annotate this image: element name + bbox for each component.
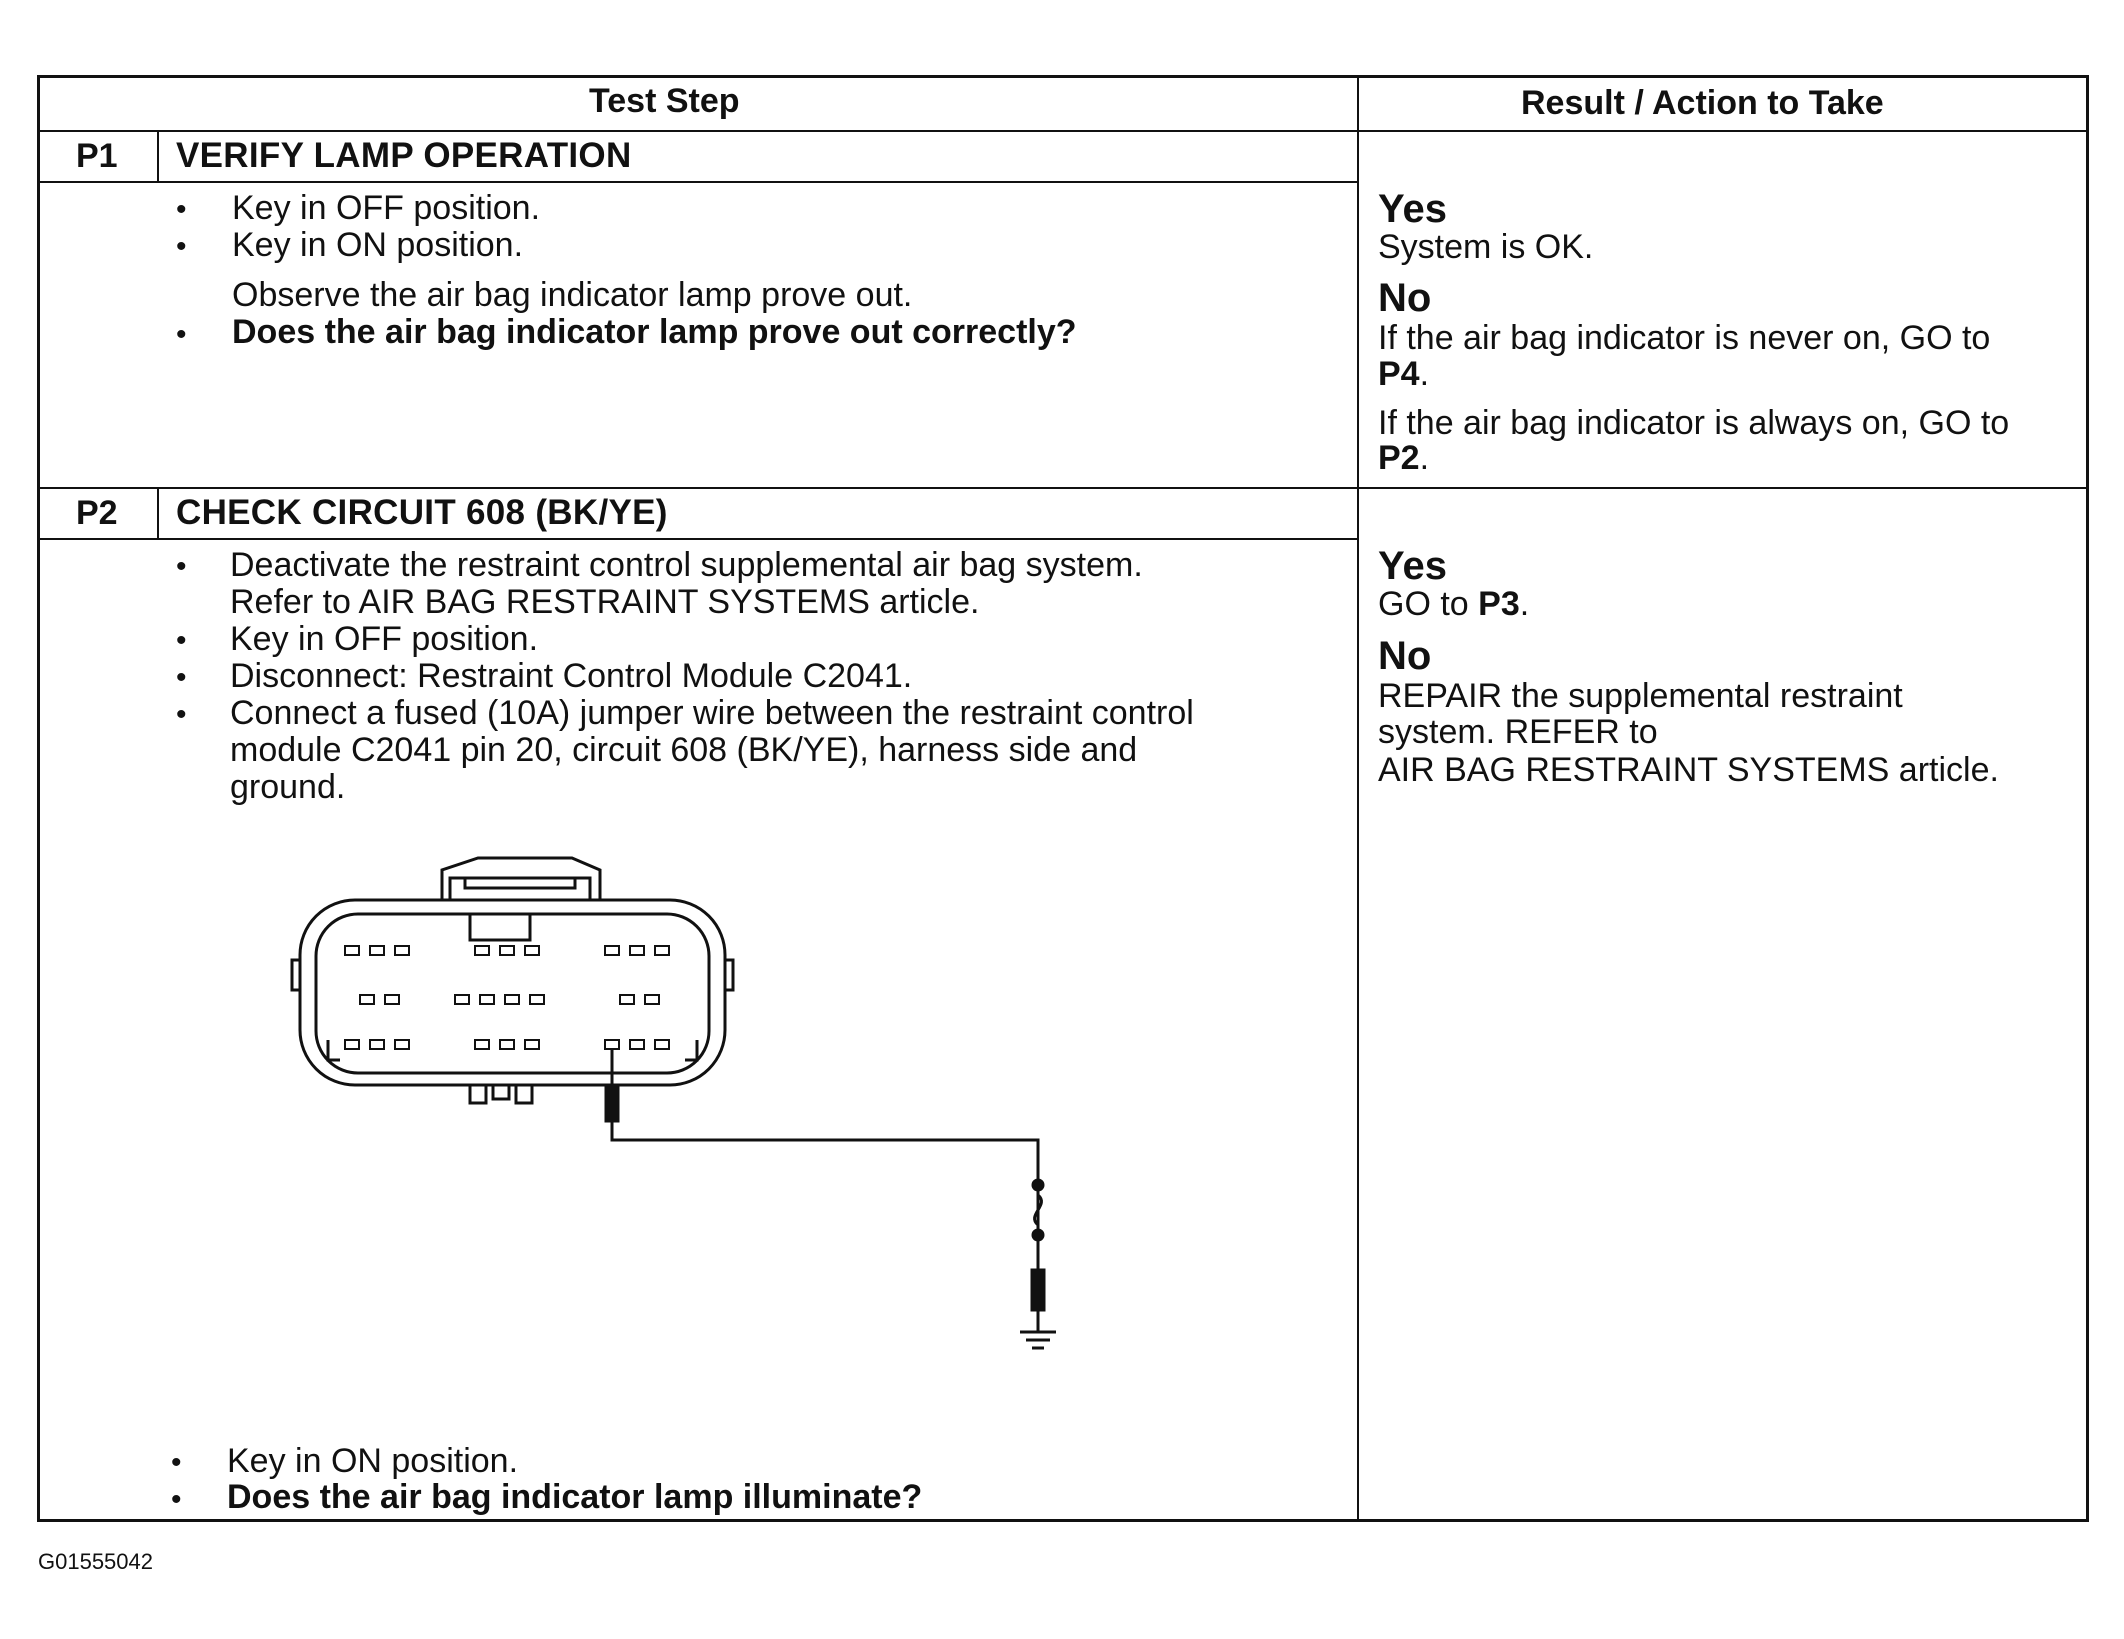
jumper-wire	[606, 1050, 1044, 1332]
bullet-dot: •	[176, 550, 187, 583]
p2-id-divider	[157, 487, 159, 540]
p2-no-line-1: REPAIR the supplemental restraint	[1378, 677, 1903, 715]
connector-c2041	[292, 858, 733, 1103]
p2-bullet-4-line-3: ground.	[230, 768, 346, 806]
bullet-dot: •	[171, 1483, 182, 1516]
p1-yes-label: Yes	[1378, 187, 1447, 231]
bullet-dot: •	[176, 624, 187, 657]
p2-bullet-4-line-1: Connect a fused (10A) jumper wire between the restraint control	[230, 694, 1194, 732]
connector-pins	[345, 946, 669, 1049]
step-ref: P2	[1378, 439, 1420, 477]
bullet-dot: •	[176, 193, 187, 226]
p2-bullet-4-line-2: module C2041 pin 20, circuit 608 (BK/YE), harness side and	[230, 731, 1138, 769]
ground-symbol	[1020, 1332, 1056, 1348]
p1-no-line-1: If the air bag indicator is never on, GO to	[1378, 319, 1991, 357]
p1-p2-separator	[37, 487, 2089, 489]
header-divider-right	[1357, 130, 2089, 132]
p1-bullet-2: Key in ON position.	[232, 226, 524, 264]
step-title-p2: CHECK CIRCUIT 608 (BK/YE)	[176, 493, 668, 532]
p1-no-line-2: If the air bag indicator is always on, GO to	[1378, 404, 2010, 442]
column-divider	[1357, 75, 1359, 1522]
header-test-step: Test Step	[589, 82, 740, 120]
figure-code: G01555042	[38, 1549, 153, 1574]
p2-after-bullet-1: Key in ON position.	[227, 1442, 519, 1480]
p1-bullet-1: Key in OFF position.	[232, 189, 541, 227]
connector-jumper-diagram	[280, 840, 1080, 1400]
punctuation: .	[1519, 585, 1530, 623]
p1-yes-text: System is OK.	[1378, 228, 1594, 266]
step-ref: P4	[1378, 355, 1420, 393]
p2-title-underline	[37, 538, 1359, 540]
p2-no-line-3: AIR BAG RESTRAINT SYSTEMS article.	[1378, 751, 1999, 789]
p2-bullet-1-line-1: Deactivate the restraint control supplemental air bag system.	[230, 546, 1143, 584]
p2-yes-label: Yes	[1378, 544, 1447, 588]
p1-no-line-1-ref	[1378, 356, 1429, 393]
bullet-dot: •	[171, 1446, 182, 1479]
table-border-left	[37, 75, 40, 1522]
step-id-p2: P2	[76, 494, 118, 532]
p1-note: Observe the air bag indicator lamp prove out.	[232, 276, 913, 314]
p2-question: Does the air bag indicator lamp illuminate?	[227, 1478, 923, 1516]
p1-no-line-2-ref	[1378, 440, 1429, 477]
bullet-dot: •	[176, 318, 187, 351]
step-id-p1: P1	[76, 137, 118, 175]
yes-prefix: GO to	[1378, 585, 1479, 623]
header-result-action: Result / Action to Take	[1521, 84, 1884, 122]
p2-bullet-3: Disconnect: Restraint Control Module C2041.	[230, 657, 913, 695]
p1-question: Does the air bag indicator lamp prove out correctly?	[232, 313, 1077, 351]
p2-bullet-1-line-2: Refer to AIR BAG RESTRAINT SYSTEMS article.	[230, 583, 980, 621]
p2-no-label: No	[1378, 634, 1432, 678]
p1-id-divider	[157, 130, 159, 183]
punctuation: .	[1419, 355, 1430, 393]
header-divider-left	[37, 130, 1359, 132]
p2-bullet-2: Key in OFF position.	[230, 620, 539, 658]
punctuation: .	[1419, 439, 1430, 477]
table-border-bottom	[37, 1519, 2089, 1522]
bullet-dot: •	[176, 698, 187, 731]
bullet-dot: •	[176, 661, 187, 694]
p1-title-underline	[37, 181, 1359, 183]
step-title-p1: VERIFY LAMP OPERATION	[176, 136, 632, 175]
p2-yes-text	[1378, 586, 1529, 623]
p1-no-label: No	[1378, 276, 1432, 320]
table-border-right	[2086, 75, 2089, 1522]
bullet-dot: •	[176, 230, 187, 263]
step-ref: P3	[1478, 585, 1520, 623]
table-border-top	[37, 75, 2089, 78]
p2-no-line-2: system. REFER to	[1378, 713, 1658, 751]
